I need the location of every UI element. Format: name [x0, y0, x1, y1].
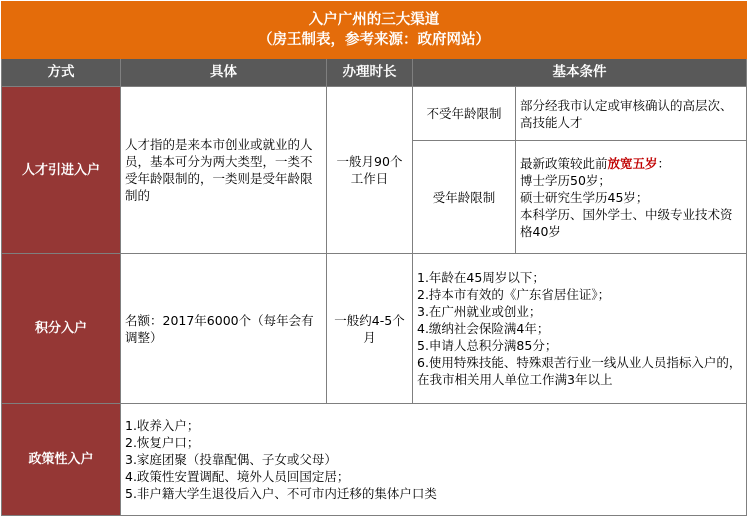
category-points: 积分入户 [2, 254, 121, 403]
list-item: 1.年龄在45周岁以下； [417, 270, 545, 286]
table-row-talent-a [2, 87, 747, 141]
list-item: 6.使用特殊技能、特殊艰苦行业一线从业人员指标入户的，在我市相关用人单位工作满3年以上 [417, 355, 742, 388]
points-conditions [413, 254, 747, 403]
points-detail: 名额：2017年6000个（每年会有调整） [121, 254, 327, 403]
title-line-2: （房王制表，参考来源：政府网站） [258, 32, 491, 49]
list-item: 硕士研究生学历45岁； [520, 189, 649, 205]
talent-detail: 人才指的是来本市创业或就业的人员，基本可分为两大类型，一类不受年龄限制的，一类则是受年龄限制的 [121, 87, 327, 254]
talent-sub2-label: 受年龄限制 [413, 141, 516, 254]
list-item: 2.持本市有效的《广东省居住证》； [417, 287, 611, 303]
list-item: 1.收养入户； [125, 417, 200, 433]
points-duration: 一般约4-5个月 [327, 254, 413, 403]
list-item: 3.家庭团聚（投靠配偶、子女或父母） [125, 451, 337, 467]
talent-sub2-condition [516, 141, 747, 254]
talent-sub2-suffix: ： [657, 155, 671, 171]
talent-sub1-label: 不受年龄限制 [413, 87, 516, 141]
header-row [2, 59, 747, 87]
talent-sub2-prefix: 最新政策较此前 [520, 155, 608, 171]
talent-sub2-intro [520, 155, 742, 172]
channels-table [1, 1, 747, 516]
talent-sub2-highlight: 放宽五岁 [607, 155, 658, 171]
table-wrapper [1, 1, 746, 516]
table-row-policy [2, 403, 747, 515]
header-detail: 具体 [121, 59, 327, 87]
talent-duration: 一般月90个工作日 [327, 87, 413, 254]
category-policy: 政策性入户 [2, 403, 121, 515]
list-item: 本科学历、国外学士、中级专业技术资格40岁 [520, 206, 733, 239]
list-item: 5.非户籍大学生退役后入户、不可市内迁移的集体户口类 [125, 485, 437, 501]
title-line-1: 入户广州的三大渠道 [308, 12, 440, 29]
list-item: 4.政策性安置调配、境外人员回国定居； [125, 468, 350, 484]
list-item: 2.恢复户口； [125, 434, 200, 450]
list-item: 博士学历50岁； [520, 172, 611, 188]
header-duration: 办理时长 [327, 59, 413, 87]
policy-items [121, 403, 747, 515]
list-item: 4.缴纳社会保险满4年； [417, 321, 550, 337]
category-talent: 人才引进入户 [2, 87, 121, 254]
list-item: 5.申请人总积分满85分； [417, 338, 558, 354]
title-row [2, 2, 747, 59]
talent-sub1-condition: 部分经我市认定或审核确认的高层次、高技能人才 [516, 87, 747, 141]
table-row-points [2, 254, 747, 403]
table-title [2, 2, 747, 59]
list-item: 3.在广州就业或创业； [417, 304, 542, 320]
header-method: 方式 [2, 59, 121, 87]
header-conditions: 基本条件 [413, 59, 747, 87]
